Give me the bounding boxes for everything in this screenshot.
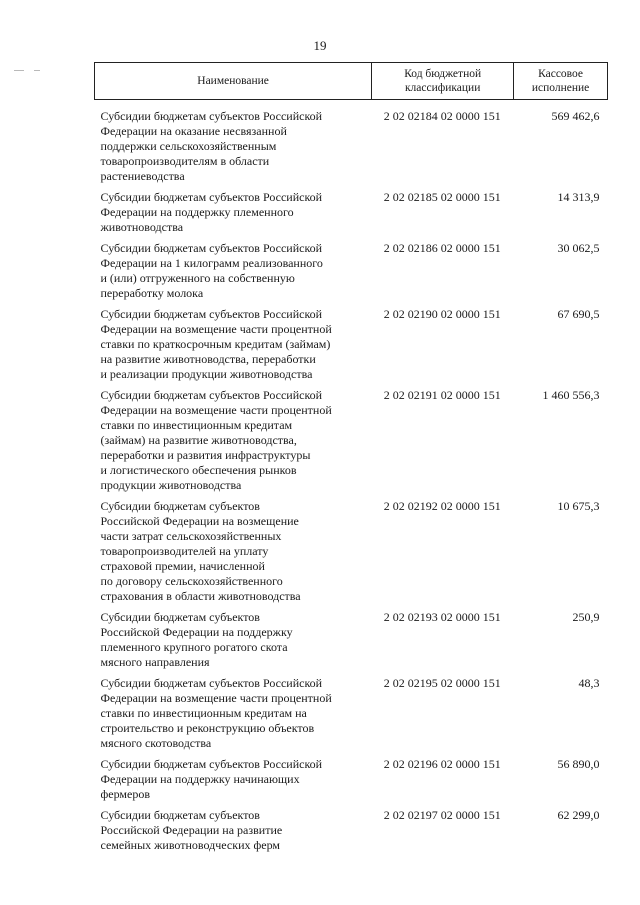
table-row — [95, 802, 608, 853]
header-name: Наименование — [95, 63, 372, 100]
row-code: 2 02 02197 02 0000 151 — [383, 808, 501, 822]
row-name: Субсидии бюджетам субъектов Российской Федерации на 1 килограмм реализованного и (или) отгруженного на собственную переработку молока — [100, 241, 323, 300]
row-amount: 67 690,5 — [557, 307, 600, 321]
row-code: 2 02 02195 02 0000 151 — [383, 676, 501, 690]
row-amount: 56 890,0 — [557, 757, 600, 771]
header-code: Код бюджетной классификации — [372, 63, 514, 100]
row-amount: 62 299,0 — [557, 808, 600, 822]
row-code: 2 02 02190 02 0000 151 — [383, 307, 501, 321]
row-name: Субсидии бюджетам субъектов Российской Федерации на оказание несвязанной поддержки сельскохозяйственным товаропроизводителям в области растениеводства — [100, 109, 323, 183]
row-amount: 48,3 — [578, 676, 600, 690]
row-code: 2 02 02196 02 0000 151 — [383, 757, 501, 771]
table-header — [95, 63, 608, 100]
row-code: 2 02 02192 02 0000 151 — [383, 499, 501, 513]
row-amount: 569 462,6 — [551, 109, 600, 123]
budget-table — [94, 62, 608, 853]
scan-mark — [34, 70, 40, 71]
row-name: Субсидии бюджетам субъектов Российской Федерации на развитие семейных животноводческих ферм — [100, 808, 283, 852]
page-number: 19 — [313, 38, 327, 53]
row-amount: 250,9 — [572, 610, 600, 624]
table-row — [95, 604, 608, 670]
table-row — [95, 235, 608, 301]
table-row — [95, 382, 608, 493]
row-amount: 1 460 556,3 — [542, 388, 600, 402]
table-row — [95, 100, 608, 185]
table-row — [95, 184, 608, 235]
row-code: 2 02 02193 02 0000 151 — [383, 610, 501, 624]
table-row — [95, 751, 608, 802]
table-row — [95, 493, 608, 604]
row-name: Субсидии бюджетам субъектов Российской Федерации на возмещение части процентной ставки по инвестиционным кредитам (займам) на развитие животноводства, переработки и развития инфраструктуры и логистического обеспечения рынков продукции животноводства — [100, 388, 332, 492]
table-row — [95, 301, 608, 382]
row-name: Субсидии бюджетам субъектов Российской Федерации на поддержку начинающих фермеров — [100, 757, 323, 801]
row-amount: 30 062,5 — [557, 241, 600, 255]
row-amount: 14 313,9 — [557, 190, 600, 204]
row-code: 2 02 02185 02 0000 151 — [383, 190, 501, 204]
row-name: Субсидии бюджетам субъектов Российской Федерации на возмещение части затрат сельскохозяйственных товаропроизводителей на уплату страховой премии, начисленной по договору сельскохозяйственного страхования в области животноводства — [100, 499, 301, 603]
row-name: Субсидии бюджетам субъектов Российской Федерации на возмещение части процентной ставки по краткосрочным кредитам (займам) на развитие животноводства, переработки и реализации продукции животноводства — [100, 307, 332, 381]
row-name: Субсидии бюджетам субъектов Российской Федерации на поддержку племенного животноводства — [100, 190, 323, 234]
row-code: 2 02 02184 02 0000 151 — [383, 109, 501, 123]
row-name: Субсидии бюджетам субъектов Российской Федерации на поддержку племенного крупного рогатого скота мясного направления — [100, 610, 293, 669]
header-amount: Кассовое исполнение — [514, 63, 608, 100]
table-row — [95, 670, 608, 751]
row-code: 2 02 02186 02 0000 151 — [383, 241, 501, 255]
row-code: 2 02 02191 02 0000 151 — [383, 388, 501, 402]
row-amount: 10 675,3 — [557, 499, 600, 513]
row-name: Субсидии бюджетам субъектов Российской Федерации на возмещение части процентной ставки по инвестиционным кредитам на строительство и реконструкцию объектов мясного скотоводства — [100, 676, 332, 750]
scan-mark — [14, 70, 24, 71]
